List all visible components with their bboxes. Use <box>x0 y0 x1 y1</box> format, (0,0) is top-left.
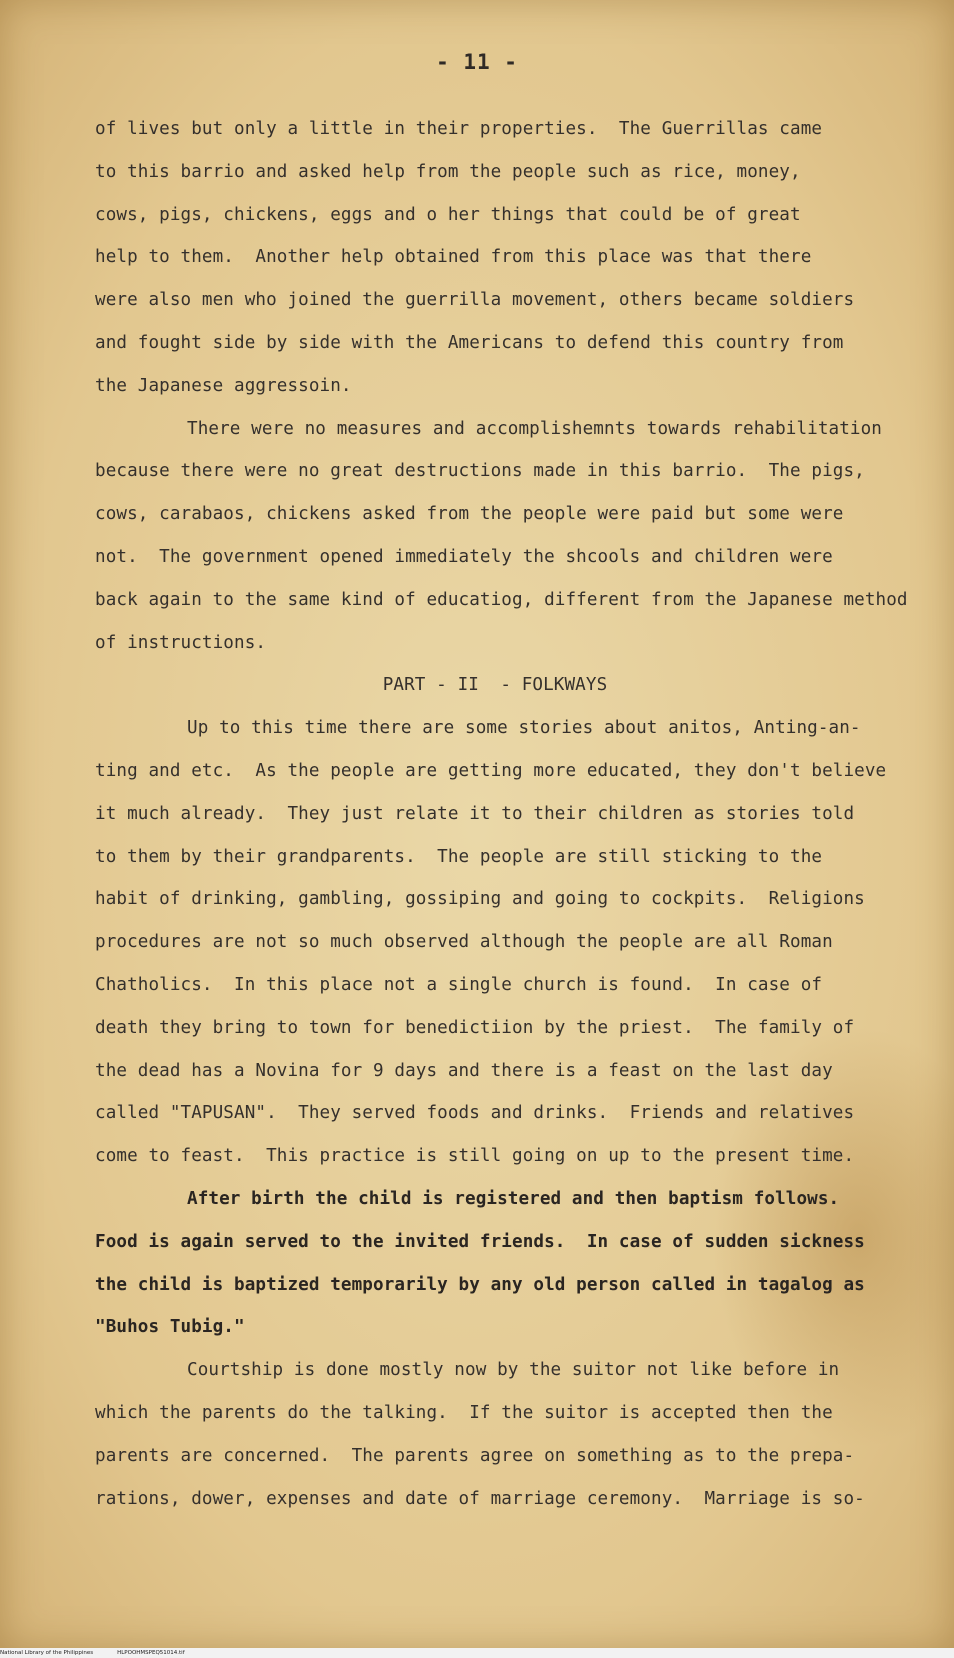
text-line: the child is baptized temporarily by any old person called in tagalog as <box>95 1274 865 1295</box>
text-line: procedures are not so much observed although the people are all Roman <box>95 932 833 953</box>
footer-source: National Library of the Philippines <box>0 1650 94 1656</box>
text-line: were also men who joined the guerrilla movement, others became soldiers <box>95 290 855 311</box>
text-line: it much already. They just relate it to their children as stories told <box>95 803 855 824</box>
text-line: ting and etc. As the people are getting more educated, they don't believe <box>95 760 887 781</box>
paragraph-courtship <box>95 1349 925 1520</box>
section-heading-text: PART - II - FOLKWAYS <box>382 675 608 696</box>
text-line: which the parents do the talking. If the suitor is accepted then the <box>95 1402 833 1423</box>
text-line: not. The government opened immediately the shcools and children were <box>95 546 833 567</box>
paragraph-folkways <box>95 707 925 1178</box>
text-line: come to feast. This practice is still going on up to the present time. <box>95 1146 855 1167</box>
text-line: Up to this time there are some stories about anitos, Anting-an- <box>187 718 861 739</box>
section-heading <box>95 664 925 707</box>
page-number: - 11 - <box>436 50 518 74</box>
text-line: rations, dower, expenses and date of marriage ceremony. Marriage is so- <box>95 1488 865 1509</box>
text-line: the dead has a Novina for 9 days and there is a feast on the last day <box>95 1060 833 1081</box>
text-line: because there were no great destructions made in this barrio. The pigs, <box>95 461 865 482</box>
text-line: of instructions. <box>95 632 267 653</box>
text-line: and fought side by side with the Americans to defend this country from <box>95 332 844 353</box>
text-line: cows, carabaos, chickens asked from the people were paid but some were <box>95 504 844 525</box>
text-line: back again to the same kind of educatiog, different from the Japanese method <box>95 589 908 610</box>
footer-file-id: HLPOOHMSPEQ51014.tif <box>117 1650 185 1656</box>
text-line: called "TAPUSAN". They served foods and drinks. Friends and relatives <box>95 1103 855 1124</box>
text-line: to them by their grandparents. The people are still sticking to the <box>95 846 823 867</box>
text-line: the Japanese aggressoin. <box>95 375 352 396</box>
text-line: "Buhos Tubig." <box>95 1317 245 1338</box>
text-line: habit of drinking, gambling, gossiping and going to cockpits. Religions <box>95 889 865 910</box>
text-line: parents are concerned. The parents agree on something as to the prepa- <box>95 1445 855 1466</box>
text-line: After birth the child is registered and then baptism follows. <box>187 1188 840 1209</box>
text-line: Food is again served to the invited friends. In case of sudden sickness <box>95 1231 865 1252</box>
text-line: death they bring to town for benedictiion by the priest. The family of <box>95 1017 855 1038</box>
text-line: help to them. Another help obtained from this place was that there <box>95 247 812 268</box>
text-line: to this barrio and asked help from the people such as rice, money, <box>95 161 801 182</box>
paragraph-rehabilitation <box>95 408 925 665</box>
text-line: Chatholics. In this place not a single church is found. In case of <box>95 974 823 995</box>
text-line: of lives but only a little in their properties. The Guerrillas came <box>95 119 823 139</box>
text-line: There were no measures and accomplishemnts towards rehabilitation <box>187 418 883 439</box>
paragraph-guerrillas <box>95 108 925 408</box>
paragraph-baptism <box>95 1178 925 1349</box>
scan-footer <box>0 1648 954 1658</box>
text-line: Courtship is done mostly now by the suitor not like before in <box>187 1360 840 1381</box>
text-line: cows, pigs, chickens, eggs and o her things that could be of great <box>95 204 801 225</box>
document-body <box>95 108 925 1520</box>
